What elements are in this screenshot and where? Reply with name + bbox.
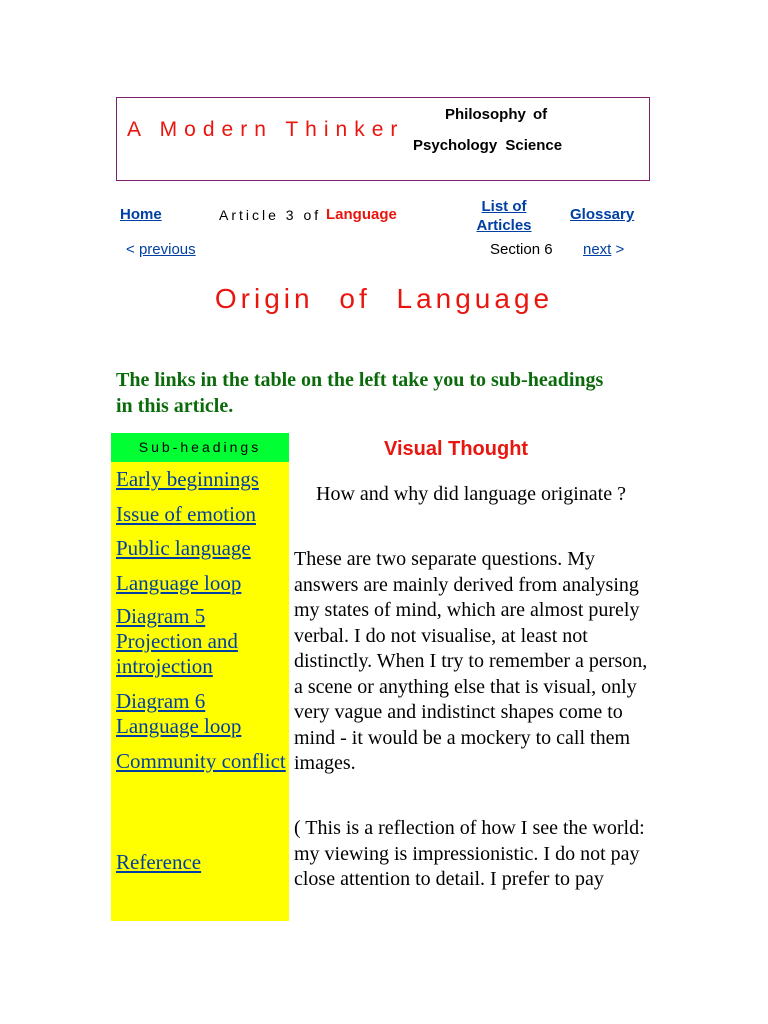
paragraph-2: ( This is a reflection of how I see the world: my viewing is impressionistic. I do not pay close attention to detail. I prefer to pay (294, 817, 645, 890)
previous-nav (126, 241, 196, 258)
article-topic: Language (326, 206, 397, 223)
sidebar-item-public-language[interactable]: Public language (116, 536, 251, 560)
intro-text: The links in the table on the left take you to sub-headings in this article. (116, 369, 604, 417)
sidebar-heading: Sub-headings (111, 433, 289, 462)
previous-symbol: < (126, 241, 135, 258)
sidebar-item-diagram-5[interactable]: Diagram 5 Projection and introjection (116, 604, 238, 678)
list-of-articles-link[interactable] (470, 197, 538, 235)
list-link-line1: List of (481, 198, 527, 215)
question-text: How and why did language originate ? (316, 483, 626, 505)
glossary-link[interactable]: Glossary (570, 206, 635, 223)
subheadings-sidebar (111, 433, 289, 921)
next-symbol: > (615, 241, 625, 258)
subject-line-1: Philosophy of (445, 106, 548, 123)
subject-line-2: Psychology Science (413, 137, 563, 154)
article-number: Article 3 of (219, 207, 322, 223)
previous-link[interactable]: previous (138, 241, 196, 258)
sidebar-item-diagram-6[interactable]: Diagram 6 Language loop (116, 689, 242, 738)
list-link-line2: Articles (476, 217, 532, 234)
sidebar-item-community-conflict[interactable]: Community conflict (116, 749, 286, 773)
home-link[interactable]: Home (120, 206, 162, 223)
site-header-box (116, 97, 650, 181)
page-title: Origin of Language (214, 283, 554, 314)
site-title: A Modern Thinker (127, 118, 405, 141)
paragraph-1: These are two separate questions. My answers are mainly derived from analysing my states of mind, which are almost purely verbal. I do not visualise, at least not distinctly. When I try to remember a person, a scene or anything else that is visual, only very vague and indistinct shapes come to mind - it would be a mockery to call them images. (294, 548, 648, 774)
sidebar-item-early-beginnings[interactable]: Early beginnings (116, 467, 259, 491)
next-link[interactable]: next (583, 241, 612, 258)
sidebar-item-reference[interactable]: Reference (116, 850, 202, 874)
sidebar-item-language-loop[interactable]: Language loop (116, 571, 242, 595)
section-label: Section 6 (490, 241, 553, 258)
sidebar-item-issue-of-emotion[interactable]: Issue of emotion (116, 502, 256, 526)
next-nav (583, 241, 624, 258)
section-heading: Visual Thought (384, 438, 529, 460)
